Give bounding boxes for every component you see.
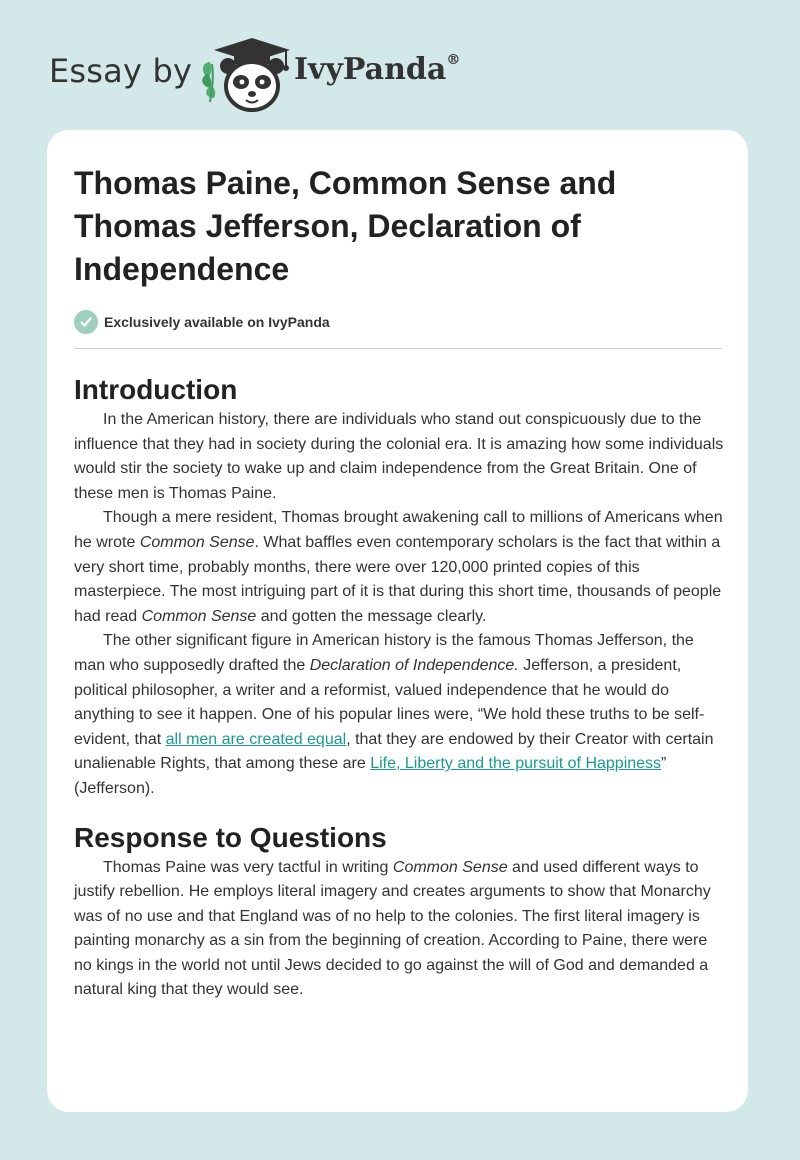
link-life-liberty-happiness[interactable]: Life, Liberty and the pursuit of Happiness [370,755,662,773]
check-circle-icon [74,310,98,334]
brand-prefix: Essay by [49,52,193,90]
section-heading-introduction: Introduction [74,374,238,405]
article-title: Thomas Paine, Common Sense and Thomas Jefferson, Declaration of Independence [74,165,617,287]
section-heading-response-to-questions: Response to Questions [74,821,387,853]
paragraph: In the American history, there are individuals who stand out conspicuously due to the influence that they had in society during the colonial era. It is amazing how some individuals would stir the society to wake up and claim independence from the Great Britain. One of these men is Thomas Paine. [74,411,724,502]
italic-title: Common Sense [139,533,255,551]
title-divider [74,348,722,349]
italic-title: Declaration of Independence. [309,656,519,674]
brand-name[interactable]: IvyPanda® [294,52,461,87]
exclusive-badge [74,309,724,335]
article-card [47,130,748,1112]
panda-graduate-logo-icon[interactable] [198,32,294,116]
paragraph: Though a mere resident, Thomas brought awakening call to millions of Americans when he wrote Common Sense. What baffles even contemporary scholars is the fact that within a very short time, probably months, there were over 120,000 printed copies of this masterpiece. The most intriguing part of it is that during this short time, thousands of people had read Common Sense and gotten the message clearly. [74,509,723,625]
site-header [0,0,800,130]
article-content [74,162,724,1003]
paragraph: Thomas Paine was very tactful in writing Common Sense and used different ways to justify rebellion. He employs literal imagery and creates arguments to show that Monarchy was of no use and that England was of no help to the colonies. The first literal imagery is painting monarchy as a sin from the beginning of creation. According to Paine, there were no kings in the world not until Jews decided to go against the will of God and demanded a natural king that they would see. [74,858,711,999]
exclusive-badge-text: Exclusively available on IvyPanda [104,314,330,330]
paragraph: The other significant figure in American history is the famous Thomas Jefferson, the man who supposedly drafted the Declaration of Independence. Jefferson, a president, political philosopher, a writer and a reformist, valued independence that he would do anything to see it happen. One of his popular lines were, “We hold these truths to be self-evident, that all men are created equal, that they are endowed by their Creator with certain unalienable Rights, that among these are Life, Liberty and the pursuit of Happiness” (Jefferson). [74,632,714,797]
italic-title: Common Sense [392,858,508,876]
italic-title: Common Sense [141,607,257,625]
link-all-men-created-equal[interactable]: all men are created equal [165,730,347,748]
